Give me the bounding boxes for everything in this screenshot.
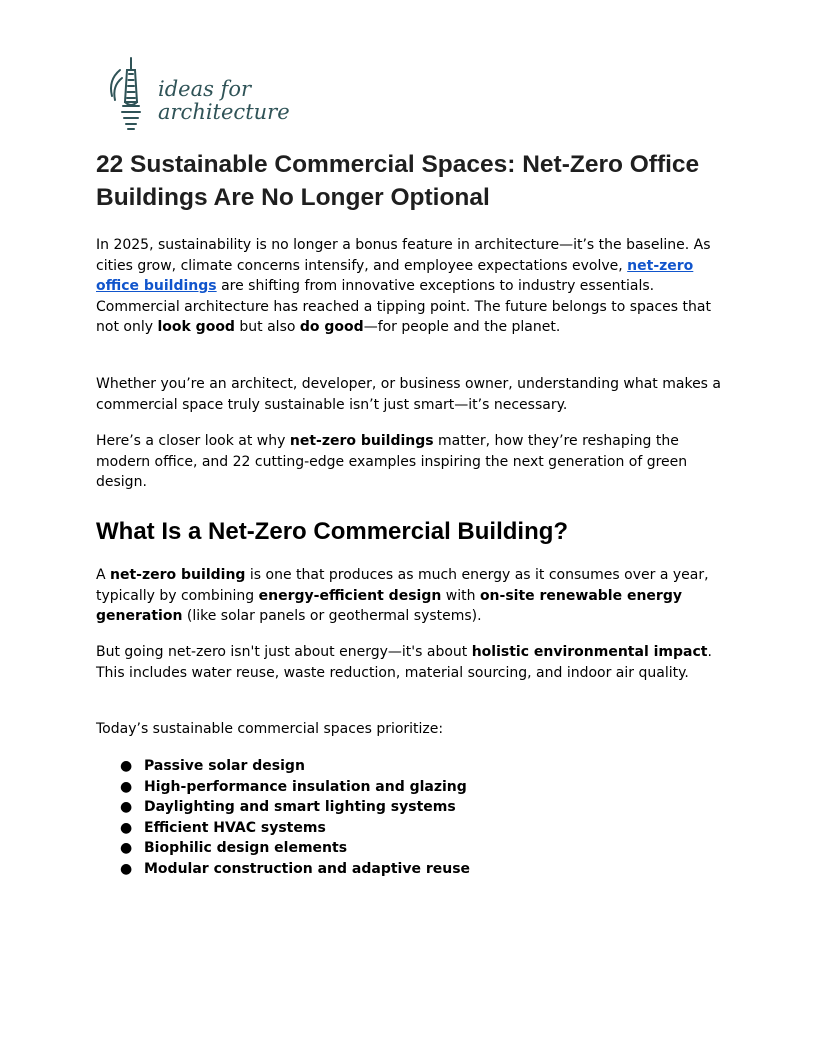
section-p1-text-d: (like solar panels or geothermal systems).	[182, 608, 482, 624]
section-p1-bold-2: energy-efficient design	[258, 587, 442, 604]
section-p2-bold: holistic environmental impact	[471, 644, 708, 660]
bullet-icon: ●	[120, 758, 133, 774]
intro-p1-text-a: In 2025, sustainability is no longer a bonus feature in architecture—it’s the baseline. As cities grow, climate concerns intensify, and employee expectations evolve,	[96, 237, 711, 274]
list-item	[120, 777, 720, 798]
intro-p3-bold: net-zero buildings	[289, 433, 434, 449]
section-p2-text-b: . This includes water reuse, waste reduction, material sourcing, and indoor air quality.	[96, 644, 712, 681]
intro-p3-text-a: Here’s a closer look at why	[96, 433, 290, 449]
list-item	[120, 818, 720, 839]
bullet-icon: ●	[120, 860, 133, 877]
page-title: 22 Sustainable Commercial Spaces: Net-Zero Office Buildings Are No Longer Optional	[96, 151, 700, 211]
net-zero-office-buildings-link[interactable]: net-zero office buildings	[96, 257, 694, 294]
intro-p1-bold-do-good: do good	[299, 319, 364, 335]
list-item	[120, 859, 720, 880]
section-paragraph-1	[96, 565, 736, 627]
section-p1-text-b: is one that produces as much energy as it consumes over a year, typically by combining	[96, 567, 709, 604]
intro-p1-text-d: —for people and the planet.	[363, 319, 561, 335]
list-item	[120, 797, 720, 818]
intro-p3-text-b: matter, how they’re reshaping the modern office, and 22 cutting-edge examples inspiring the next generation of green design.	[96, 433, 688, 490]
priorities-list	[120, 756, 720, 879]
list-item-text: Daylighting and smart lighting systems	[144, 799, 456, 815]
section-paragraph-3: Today’s sustainable commercial spaces prioritize:	[96, 721, 444, 737]
list-item-text: High-performance insulation and glazing	[144, 778, 467, 795]
intro-paragraph-3	[96, 431, 736, 493]
section-p2-text-a: But going net-zero isn't just about energy—it's about	[96, 644, 472, 660]
list-item-text: Efficient HVAC systems	[144, 819, 326, 836]
logo-line-2: architecture	[158, 100, 290, 124]
intro-p1-text-c: but also	[234, 319, 300, 335]
intro-paragraph-1	[96, 235, 736, 338]
section-p1-bold-3: on-site renewable energy generation	[96, 587, 682, 624]
list-item-text: Modular construction and adaptive reuse	[144, 860, 471, 877]
intro-p1-text-b: are shifting from innovative exceptions to industry essentials. Commercial architecture has reached a tipping point. The future belongs to spaces that not only	[96, 278, 711, 335]
list-item	[120, 756, 720, 777]
bullet-icon: ●	[120, 819, 133, 836]
list-item-text: Passive solar design	[144, 758, 305, 774]
intro-p1-bold-look-good: look good	[157, 319, 235, 335]
bullet-icon: ●	[120, 799, 133, 815]
logo-line-1: ideas for	[158, 77, 252, 101]
section-p1-bold-1: net-zero building	[110, 567, 246, 583]
list-item-text: Biophilic design elements	[144, 840, 348, 856]
section-p1-text-a: A	[96, 567, 111, 583]
intro-paragraph-2: Whether you’re an architect, developer, or business owner, understanding what makes a commercial space truly sustainable isn’t just smart—it’s necessary.	[96, 376, 722, 413]
bullet-icon: ●	[120, 840, 133, 856]
bullet-icon: ●	[120, 778, 133, 795]
section-paragraph-2	[96, 642, 736, 683]
logo-wordmark	[158, 78, 290, 124]
section-p1-text-c: with	[441, 587, 480, 604]
list-item	[120, 838, 720, 859]
section-heading: What Is a Net-Zero Commercial Building?	[96, 518, 569, 545]
